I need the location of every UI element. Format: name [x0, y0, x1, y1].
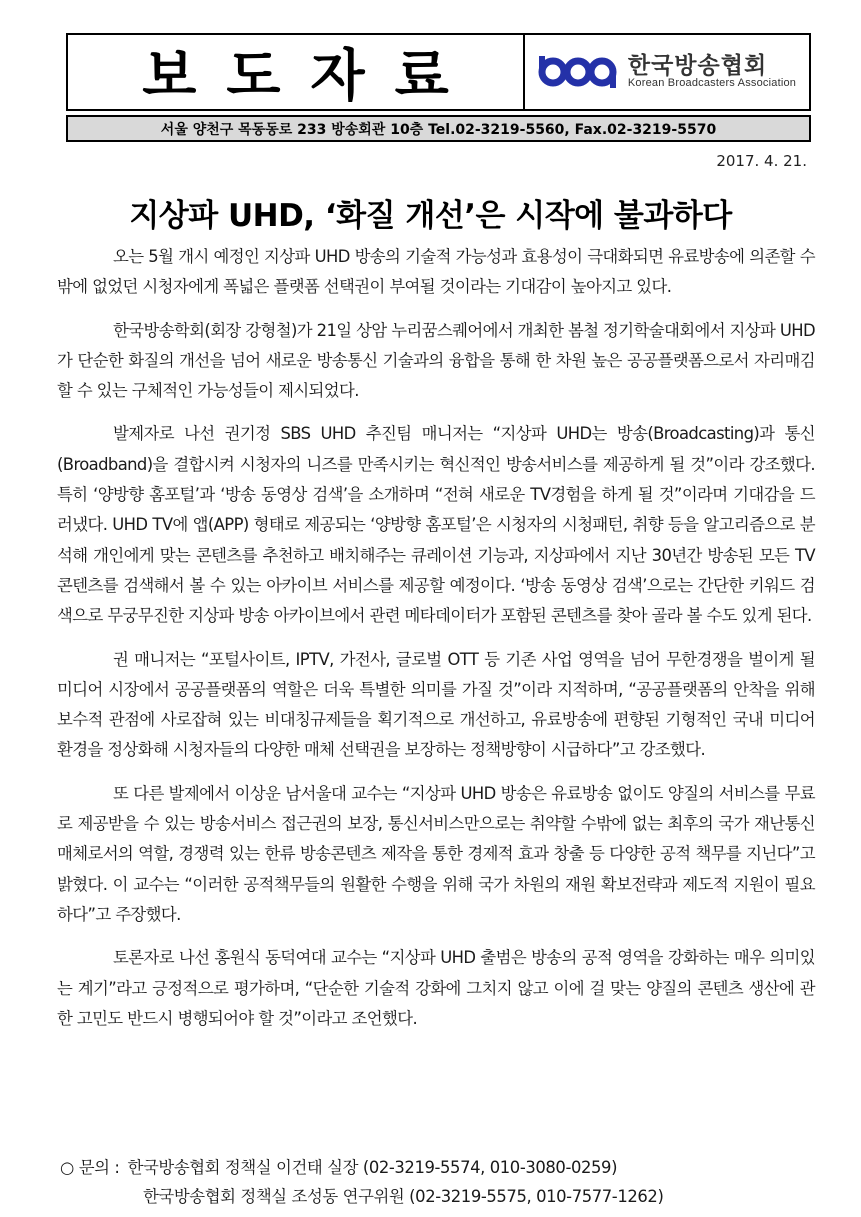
contact-row-1 [60, 1153, 820, 1182]
paragraph: 토론자로 나선 홍원식 동덕여대 교수는 “지상파 UHD 출범은 방송의 공적 영역을 강화하는 매우 의미있는 계기”라고 긍정적으로 평가하며, “단순한 기술적 강화에 그치지 않고 이에 걸 맞는 양질의 콘텐츠 생산에 관한 고민도 반드시 병행되어야 할 것”이라고 조언했다. [57, 948, 815, 1028]
release-date: 2017. 4. 21. [716, 152, 807, 170]
contact-info [60, 1153, 820, 1211]
contact-prefix: ○ 문의 : [60, 1158, 120, 1177]
article-body [57, 242, 815, 1047]
header-box [66, 33, 811, 111]
headline: 지상파 UHD, ‘화질 개선’은 시작에 불과하다 [129, 198, 732, 234]
org-name-en: Korean Broadcasters Association [627, 77, 797, 90]
paragraph: 발제자로 나선 권기정 SBS UHD 추진팀 매니저는 “지상파 UHD는 방송(Broadcasting)과 통신(Broadband)을 결합시켜 시청자의 니즈를 만족시키는 혁신적인 방송서비스를 제공하게 될 것”이라 강조했다. 특히 ‘양방향 홈포털’과 ‘방송 동영상 검색’을 소개하며 “전혀 새로운 TV경험을 하게 될 것”이라며 기대감을 드러냈다. UHD TV에 앱(APP) 형태로 제공되는 ‘양방향 홈포털’은 시청자의 시청패턴, 취향 등을 알고리즘으로 분석해 개인에게 맞는 콘텐츠를 추천하고 배치해주는 큐레이션 기능과, 지상파에서 지난 30년간 방송된 모든 TV콘텐츠를 검색해서 볼 수 있는 아카이브 서비스를 제공할 예정이다. ‘방송 동영상 검색’으로는 간단한 키워드 검색으로 무궁무진한 지상파 방송 아카이브에서 관련 메타데이터가 포함된 콘텐츠를 찾아 골라 볼 수도 있게 된다. [57, 424, 815, 626]
paragraph: 한국방송학회(회장 강형철)가 21일 상암 누리꿈스퀘어에서 개최한 봄철 정기학술대회에서 지상파 UHD가 단순한 화질의 개선을 넘어 새로운 방송통신 기술과의 융합을 통해 한 차원 높은 공공플랫폼으로서 자리매김할 수 있는 구체적인 가능성들이 제시되었다. [57, 320, 815, 401]
org-name-ko: 한국방송협회 [627, 53, 768, 80]
address-bar: 서울 양천구 목동동로 233 방송회관 10층 Tel.02-3219-5560, Fax.02-3219-5570 [66, 115, 811, 142]
kba-logo-icon [538, 54, 618, 90]
contact-line-2: 한국방송협회 정책실 조성동 연구위원 (02-3219-5575, 010-7577-1262) [143, 1187, 664, 1206]
paragraph: 오는 5월 개시 예정인 지상파 UHD 방송의 기술적 가능성과 효용성이 극대화되면 유료방송에 의존할 수밖에 없었던 시청자에게 폭넓은 플랫폼 선택권이 부여될 것이라는 기대감이 높아지고 있다. [57, 247, 815, 297]
paragraph: 권 매니저는 “포털사이트, IPTV, 가전사, 글로벌 OTT 등 기존 사업 영역을 넘어 무한경쟁을 벌이게 될 미디어 시장에서 공공플랫폼의 역할은 더욱 특별한 의미를 가질 것”이라 지적하며, “공공플랫폼의 안착을 위해 보수적 관점에 사로잡혀 있는 비대칭규제들을 획기적으로 개선하고, 유료방송에 편향된 기형적인 국내 미디어 환경을 정상화해 시청자들의 다양한 매체 선택권을 보장하는 정책방향이 시급하다”고 강조했다. [57, 649, 815, 760]
press-release-title: 보도자료 [68, 35, 525, 109]
org-logo [525, 35, 809, 109]
contact-line-1: 한국방송협회 정책실 이건태 실장 (02-3219-5574, 010-3080-0259) [127, 1158, 618, 1177]
paragraph: 또 다른 발제에서 이상운 남서울대 교수는 “지상파 UHD 방송은 유료방송 없이도 양질의 서비스를 무료로 제공받을 수 있는 방송서비스 접근권의 보장, 통신서비스만으로는 취약할 수밖에 없는 최후의 국가 재난통신매체로서의 역할, 경쟁력 있는 한류 방송콘텐츠 제작을 통한 경제적 효과 창출 등 다양한 공적 책무를 지닌다”고 밝혔다. 이 교수는 “이러한 공적책무들의 원활한 수행을 위해 국가 차원의 재원 확보전략과 제도적 지원이 필요하다”고 주장했다. [57, 783, 815, 924]
org-name [628, 54, 796, 90]
